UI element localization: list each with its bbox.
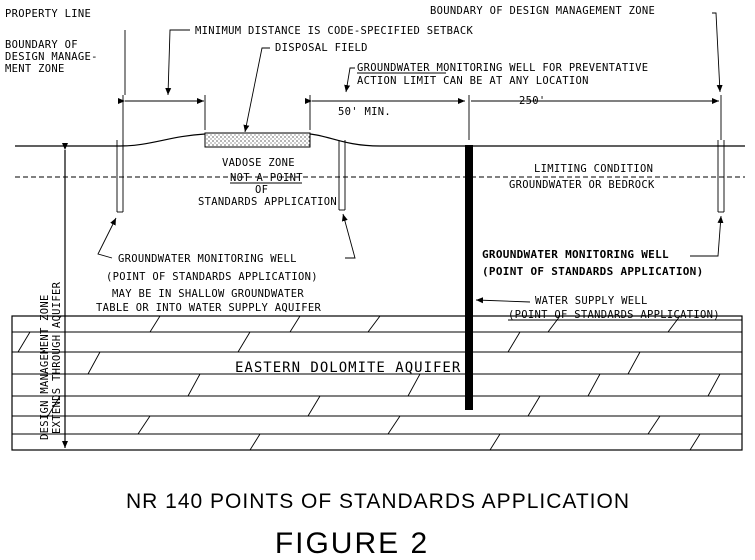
vertical-dmz-label-2: EXTENDS THROUGH AQUIFER <box>51 281 63 434</box>
vadose-zone-label: VADOSE ZONE <box>222 157 295 169</box>
vadose-of-label: OF <box>255 184 269 196</box>
boundary-dmz-label: BOUNDARY OF DESIGN MANAGEMENT ZONE <box>430 5 656 17</box>
monitoring-well-right <box>718 140 724 212</box>
property-line-label-4: MENT ZONE <box>5 63 65 75</box>
gw-left-label-2: (POINT OF STANDARDS APPLICATION) <box>106 271 318 283</box>
property-line-label: PROPERTY LINE <box>5 8 92 20</box>
gw-right-label-2: (POINT OF STANDARDS APPLICATION) <box>482 265 704 278</box>
disposal-field-label: DISPOSAL FIELD <box>275 42 368 54</box>
water-supply-label-1: WATER SUPPLY WELL <box>535 295 648 307</box>
gw-left-label-4: TABLE OR INTO WATER SUPPLY AQUIFER <box>96 302 322 314</box>
property-line-label-2: BOUNDARY OF <box>5 39 78 51</box>
fifty-ft-label: 50' MIN. <box>338 106 391 118</box>
limiting-condition-label-1: LIMITING CONDITION <box>534 163 654 175</box>
monitoring-well-middle <box>339 140 345 210</box>
gw-preventative-label-2: ACTION LIMIT CAN BE AT ANY LOCATION <box>357 75 589 87</box>
vadose-standards-label: STANDARDS APPLICATION <box>198 196 338 208</box>
min-distance-label: MINIMUM DISTANCE IS CODE-SPECIFIED SETBACK <box>195 25 474 37</box>
aquifer-label: EASTERN DOLOMITE AQUIFER <box>235 360 462 376</box>
vertical-dmz-label-1: DESIGN MANAGEMENT ZONE <box>39 294 51 440</box>
vadose-not-point-label: NOT A POINT <box>230 172 303 184</box>
gw-left-label-3: MAY BE IN SHALLOW GROUNDWATER <box>112 288 305 300</box>
property-line-label-3: DESIGN MANAGE- <box>5 51 98 63</box>
gw-left-label-1: GROUNDWATER MONITORING WELL <box>118 253 297 265</box>
gw-preventative-label-1: GROUNDWATER MONITORING WELL FOR PREVENTATIVE <box>357 62 649 74</box>
disposal-field-block <box>205 133 310 147</box>
limiting-condition-label-2: GROUNDWATER OR BEDROCK <box>509 179 655 191</box>
caption-title: NR 140 POINTS OF STANDARDS APPLICATION <box>126 490 630 513</box>
ground-surface-line <box>15 134 745 146</box>
caption-figure: FIGURE 2 <box>274 527 430 560</box>
gw-right-label-1: GROUNDWATER MONITORING WELL <box>482 248 669 261</box>
two-fifty-ft-label: 250' <box>519 95 546 107</box>
water-supply-label-2: (POINT OF STANDARDS APPLICATION) <box>508 309 720 321</box>
aquifer-block <box>12 316 742 450</box>
monitoring-well-left <box>117 140 123 212</box>
water-supply-well <box>465 145 473 410</box>
